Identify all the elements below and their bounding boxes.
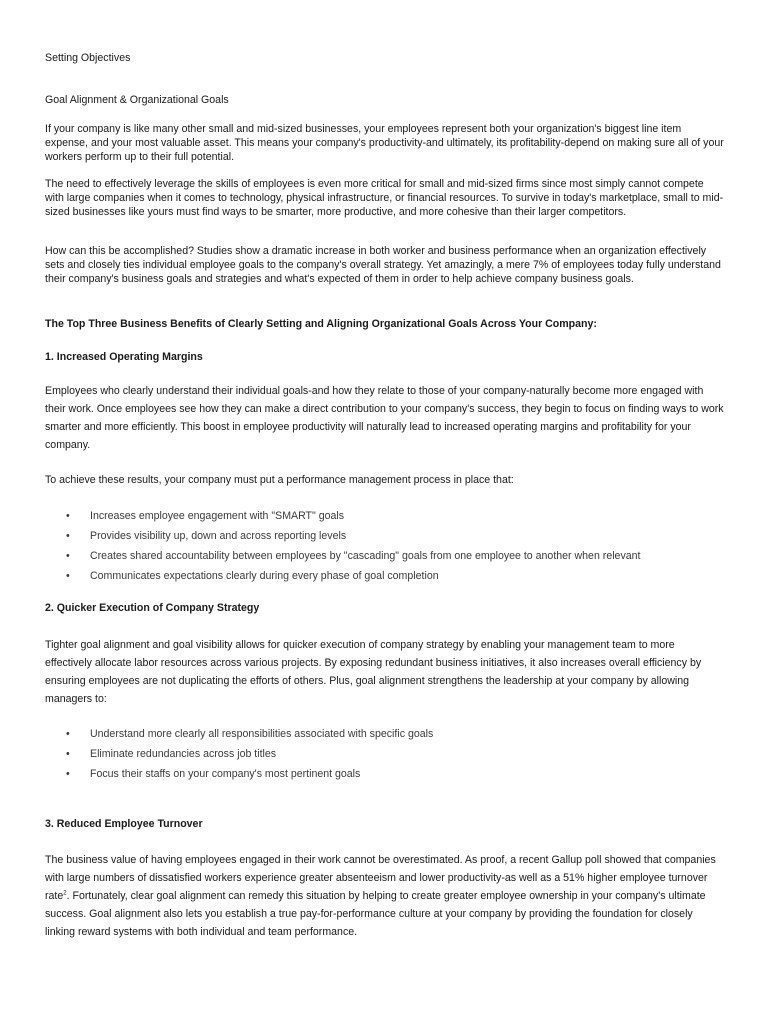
bullet-icon: • — [66, 530, 70, 542]
list-item — [45, 724, 728, 744]
bullet-icon: • — [66, 728, 70, 740]
list-item-text: Provides visibility up, down and across reporting levels — [90, 530, 347, 542]
bullet-icon: • — [66, 510, 70, 522]
bullet-icon: • — [66, 748, 70, 760]
intro-paragraph-1: If your company is like many other small and mid-sized businesses, your employees represent both your organization's biggest line item expense, and your most valuable asset. This means your company's productivity-and ultimately, its profitability-depend on making sure all of your workers perform up to their full potential. — [45, 123, 724, 163]
section-1-heading: 1. Increased Operating Margins — [45, 351, 203, 363]
list-item-text: Communicates expectations clearly during every phase of goal completion — [90, 570, 439, 582]
list-item-text: Understand more clearly all responsibilities associated with specific goals — [90, 728, 434, 740]
list-item-text: Eliminate redundancies across job titles — [90, 748, 277, 760]
intro-paragraph-2: The need to effectively leverage the skills of employees is even more critical for small and mid-sized firms since most simply cannot compete with large companies when it comes to technology, physical infrastructure, or financial resources. To survive in today's marketplace, small to mid-sized businesses like yours must find ways to be smarter, more productive, and more cohesive than their larger competitors. — [45, 178, 724, 218]
section-1-lead: To achieve these results, your company must put a performance management process in place that: — [45, 474, 514, 486]
bullet-icon: • — [66, 570, 70, 582]
section-3-text-end: . Fortunately, clear goal alignment can remedy this situation by helping to create greater employee ownership in your company's ultimate success. Goal alignment also lets you establish a true pay-for-performance culture at your company by providing the foundation for closely linking reward systems with both individual and team performance. — [45, 890, 706, 938]
footnote-marker: 2 — [63, 890, 67, 897]
document-title: Setting Objectives — [45, 52, 131, 64]
list-item-text: Creates shared accountability between employees by "cascading" goals from one employee to another when relevant — [90, 550, 641, 562]
section-2-bullet-list — [45, 724, 728, 784]
section-2-paragraph: Tighter goal alignment and goal visibility allows for quicker execution of company strategy by enabling your management team to more effectively allocate labor resources across various projects. By exposing redundant business initiatives, it also increases overall efficiency by ensuring employees are not duplicating the efforts of others. Plus, goal alignment strengthens the leadership at your company by allowing managers to: — [45, 639, 702, 705]
section-1-bullet-list — [45, 506, 728, 586]
list-item — [45, 744, 728, 764]
section-2-heading: 2. Quicker Execution of Company Strategy — [45, 602, 260, 614]
list-item-text: Focus their staffs on your company's most pertinent goals — [90, 768, 361, 780]
benefits-heading: The Top Three Business Benefits of Clearly Setting and Aligning Organizational Goals Across Your Company: — [45, 318, 597, 330]
bullet-icon: • — [66, 550, 70, 562]
bullet-icon: • — [66, 768, 70, 780]
list-item — [45, 506, 728, 526]
intro-paragraph-3: How can this be accomplished? Studies show a dramatic increase in both worker and business performance when an organization effectively sets and closely ties individual employee goals to the company's overall strategy. Yet amazingly, a mere 7% of employees today fully understand their company's business goals and strategies and what's expected of them in order to help achieve company business goals. — [45, 245, 721, 285]
section-1-paragraph: Employees who clearly understand their individual goals-and how they relate to those of your company-naturally become more engaged with their work. Once employees see how they can make a direct contribution to your company's success, they begin to focus on finding ways to work smarter and more efficiently. This boost in employee productivity will naturally lead to increased operating margins and profitability for your company. — [45, 385, 724, 451]
list-item — [45, 566, 728, 586]
list-item — [45, 764, 728, 784]
list-item — [45, 546, 728, 566]
list-item-text: Increases employee engagement with "SMART" goals — [90, 510, 345, 522]
document-subtitle: Goal Alignment & Organizational Goals — [45, 94, 229, 106]
section-3-text-start: The business value of having employees engaged in their work cannot be overestimated. As proof, a recent Gallup poll showed that companies with large numbers of dissatisfied workers experience greater absenteeism and lower productivity-as well as a 51% higher employee turnover rate — [45, 854, 716, 902]
section-3-paragraph — [45, 851, 724, 941]
list-item — [45, 526, 728, 546]
section-3-heading: 3. Reduced Employee Turnover — [45, 818, 203, 830]
